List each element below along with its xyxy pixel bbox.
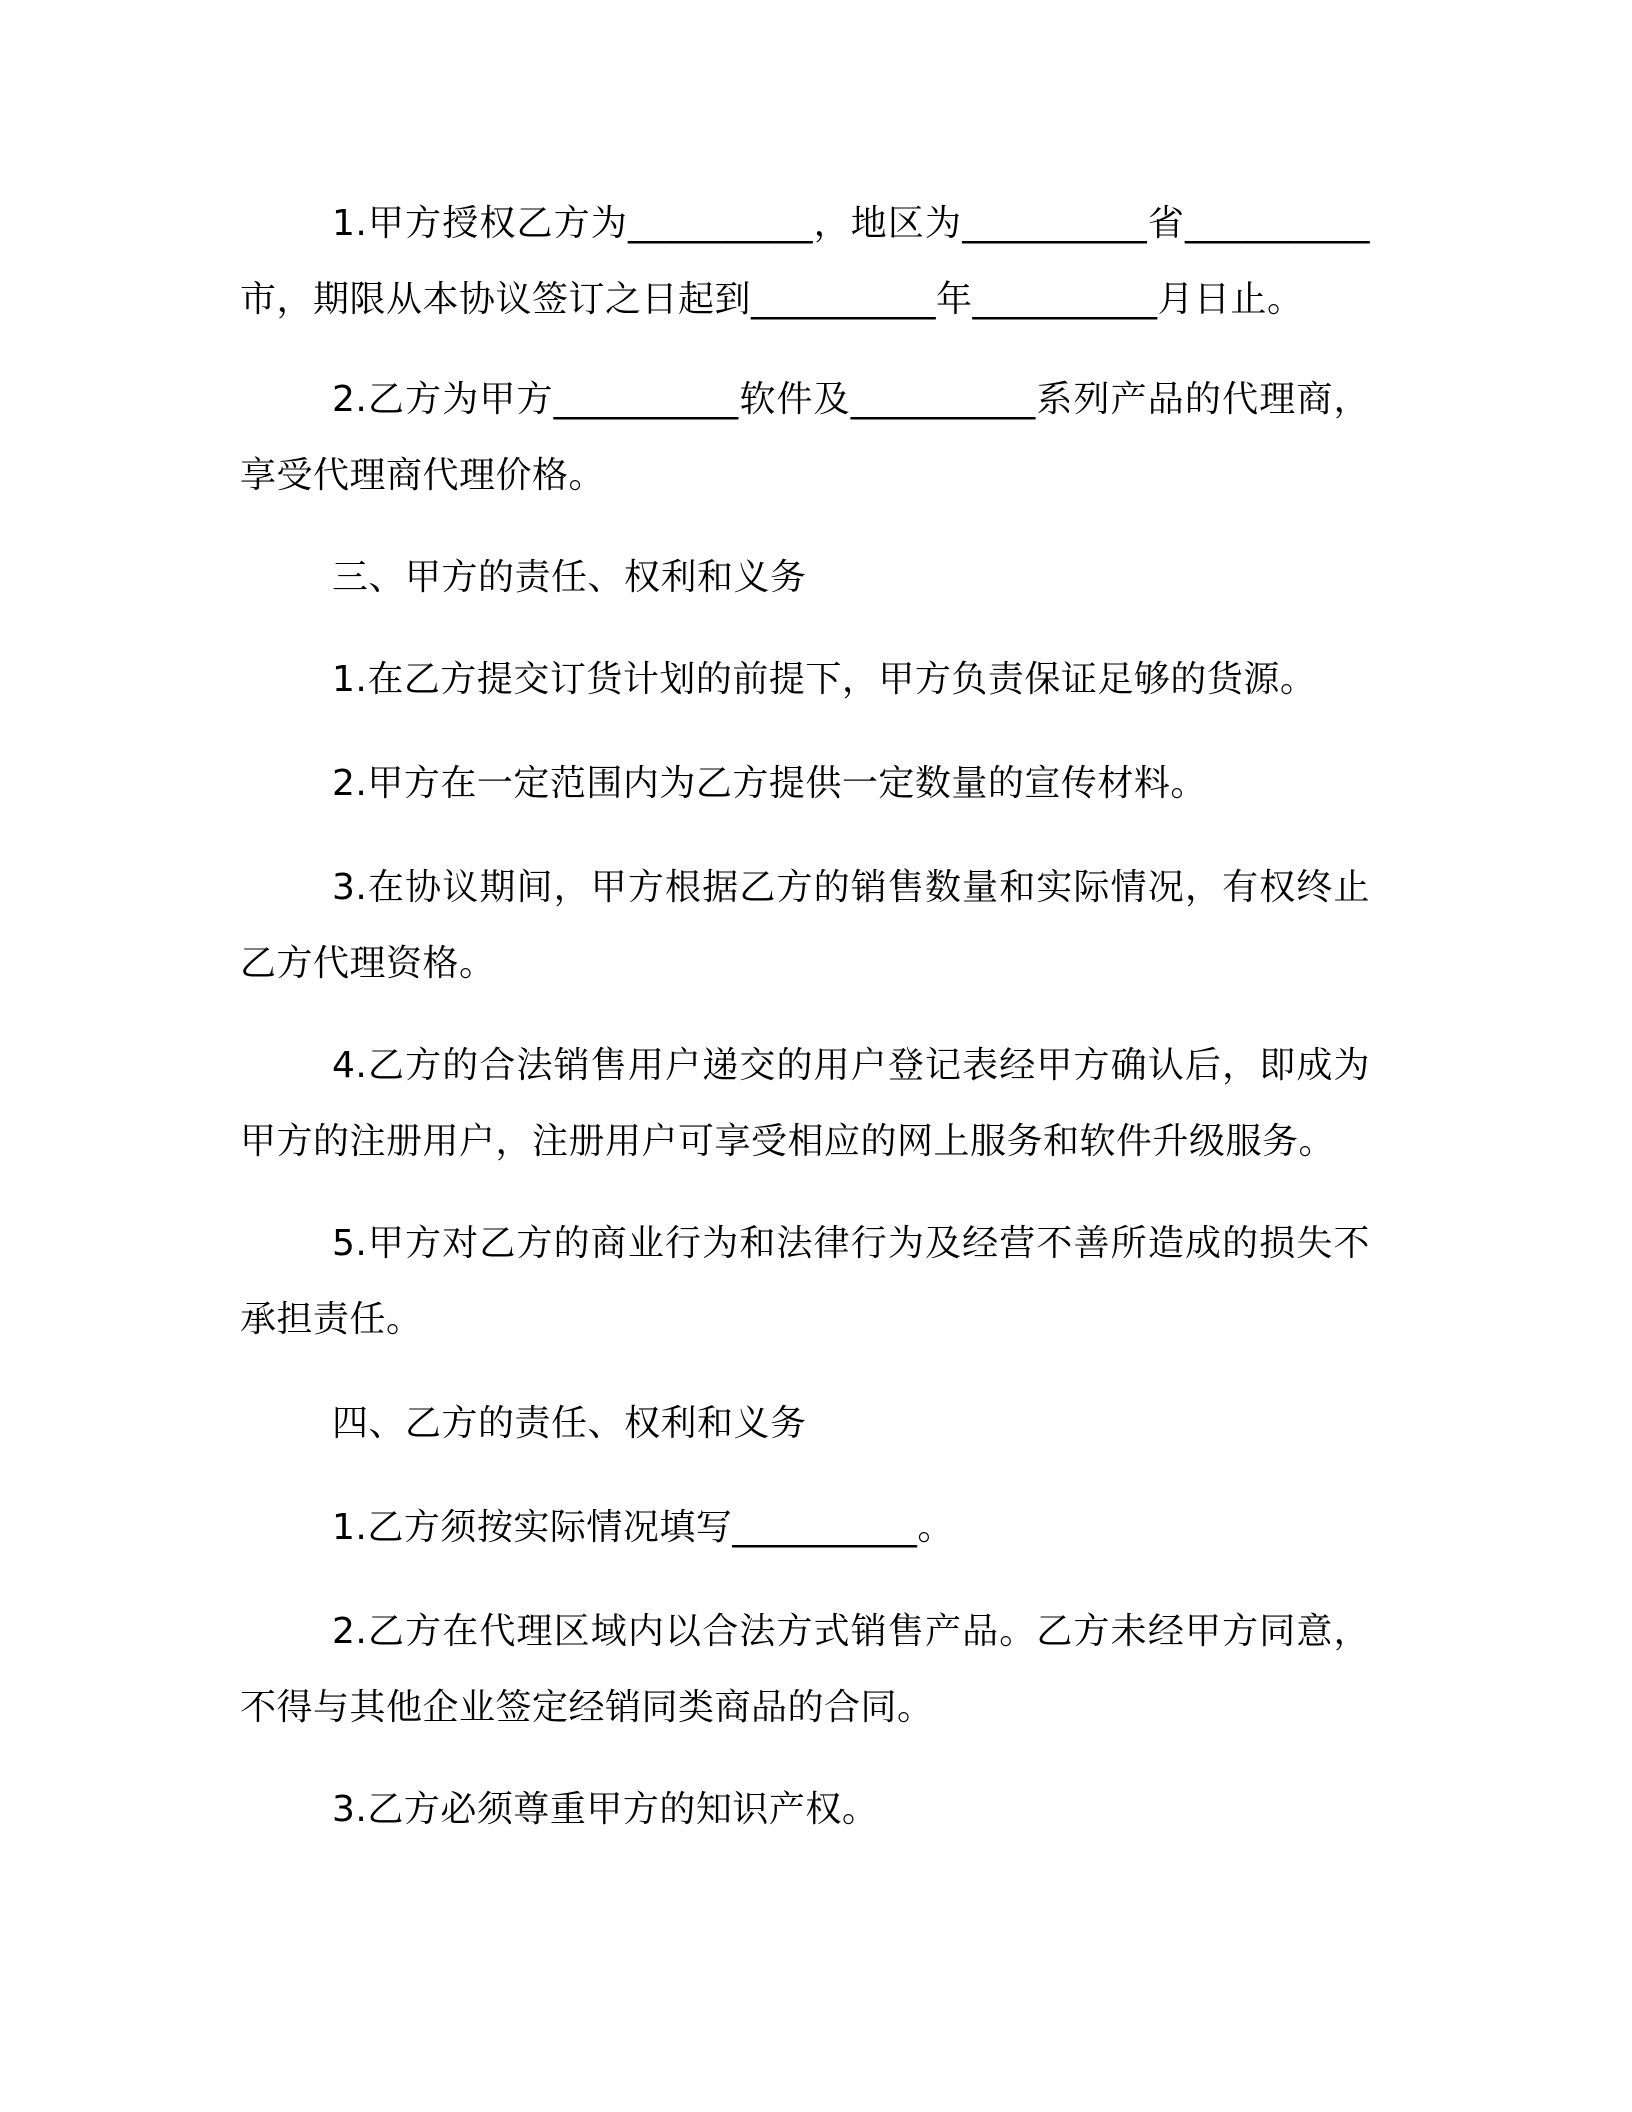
section-heading-party-a: 三、甲方的责任、权利和义务 [332, 557, 807, 598]
clause-2-1-block [240, 186, 1370, 338]
clause-4-3-block [240, 1772, 1370, 1848]
clause-terminate-rights: 3.在协议期间，甲方根据乙方的销售数量和实际情况，有权终止乙方代理资格。 [240, 867, 1370, 984]
clause-promo-materials: 2.甲方在一定范围内为乙方提供一定数量的宣传材料。 [332, 763, 1207, 804]
clause-liability: 5.甲方对乙方的商业行为和法律行为及经营不善所造成的损失不承担责任。 [240, 1223, 1370, 1340]
clause-ip-respect: 3.乙方必须尊重甲方的知识产权。 [332, 1789, 879, 1830]
clause-supply: 1.在乙方提交订货计划的前提下，甲方负责保证足够的货源。 [332, 659, 1317, 700]
section-4-heading-block [240, 1386, 1370, 1462]
clause-3-4-block [240, 1028, 1370, 1180]
clause-4-1-block [240, 1490, 1370, 1566]
clause-sales-region: 2.乙方在代理区域内以合法方式销售产品。乙方未经甲方同意，不得与其他企业签定经销同类商品的合同。 [240, 1611, 1370, 1728]
section-heading-party-b: 四、乙方的责任、权利和义务 [332, 1403, 807, 1444]
clause-3-3-block [240, 850, 1370, 1002]
clause-2-2-block [240, 362, 1370, 514]
clause-agent-products: 2.乙方为甲方__________软件及__________系列产品的代理商，享受代理商代理价格。 [240, 379, 1370, 496]
clause-4-2-block [240, 1594, 1370, 1746]
clause-registered-users: 4.乙方的合法销售用户递交的用户登记表经甲方确认后，即成为甲方的注册用户，注册用户可享受相应的网上服务和软件升级服务。 [240, 1045, 1370, 1162]
clause-authorization: 1.甲方授权乙方为__________，地区为__________省__________市，期限从本协议签订之日起到__________年__________月日止。 [240, 203, 1370, 320]
section-3-heading-block [240, 540, 1370, 616]
clause-fill-in: 1.乙方须按实际情况填写__________。 [332, 1507, 954, 1548]
clause-3-1-block [240, 642, 1370, 718]
clause-3-5-block [240, 1206, 1370, 1358]
clause-3-2-block [240, 746, 1370, 822]
